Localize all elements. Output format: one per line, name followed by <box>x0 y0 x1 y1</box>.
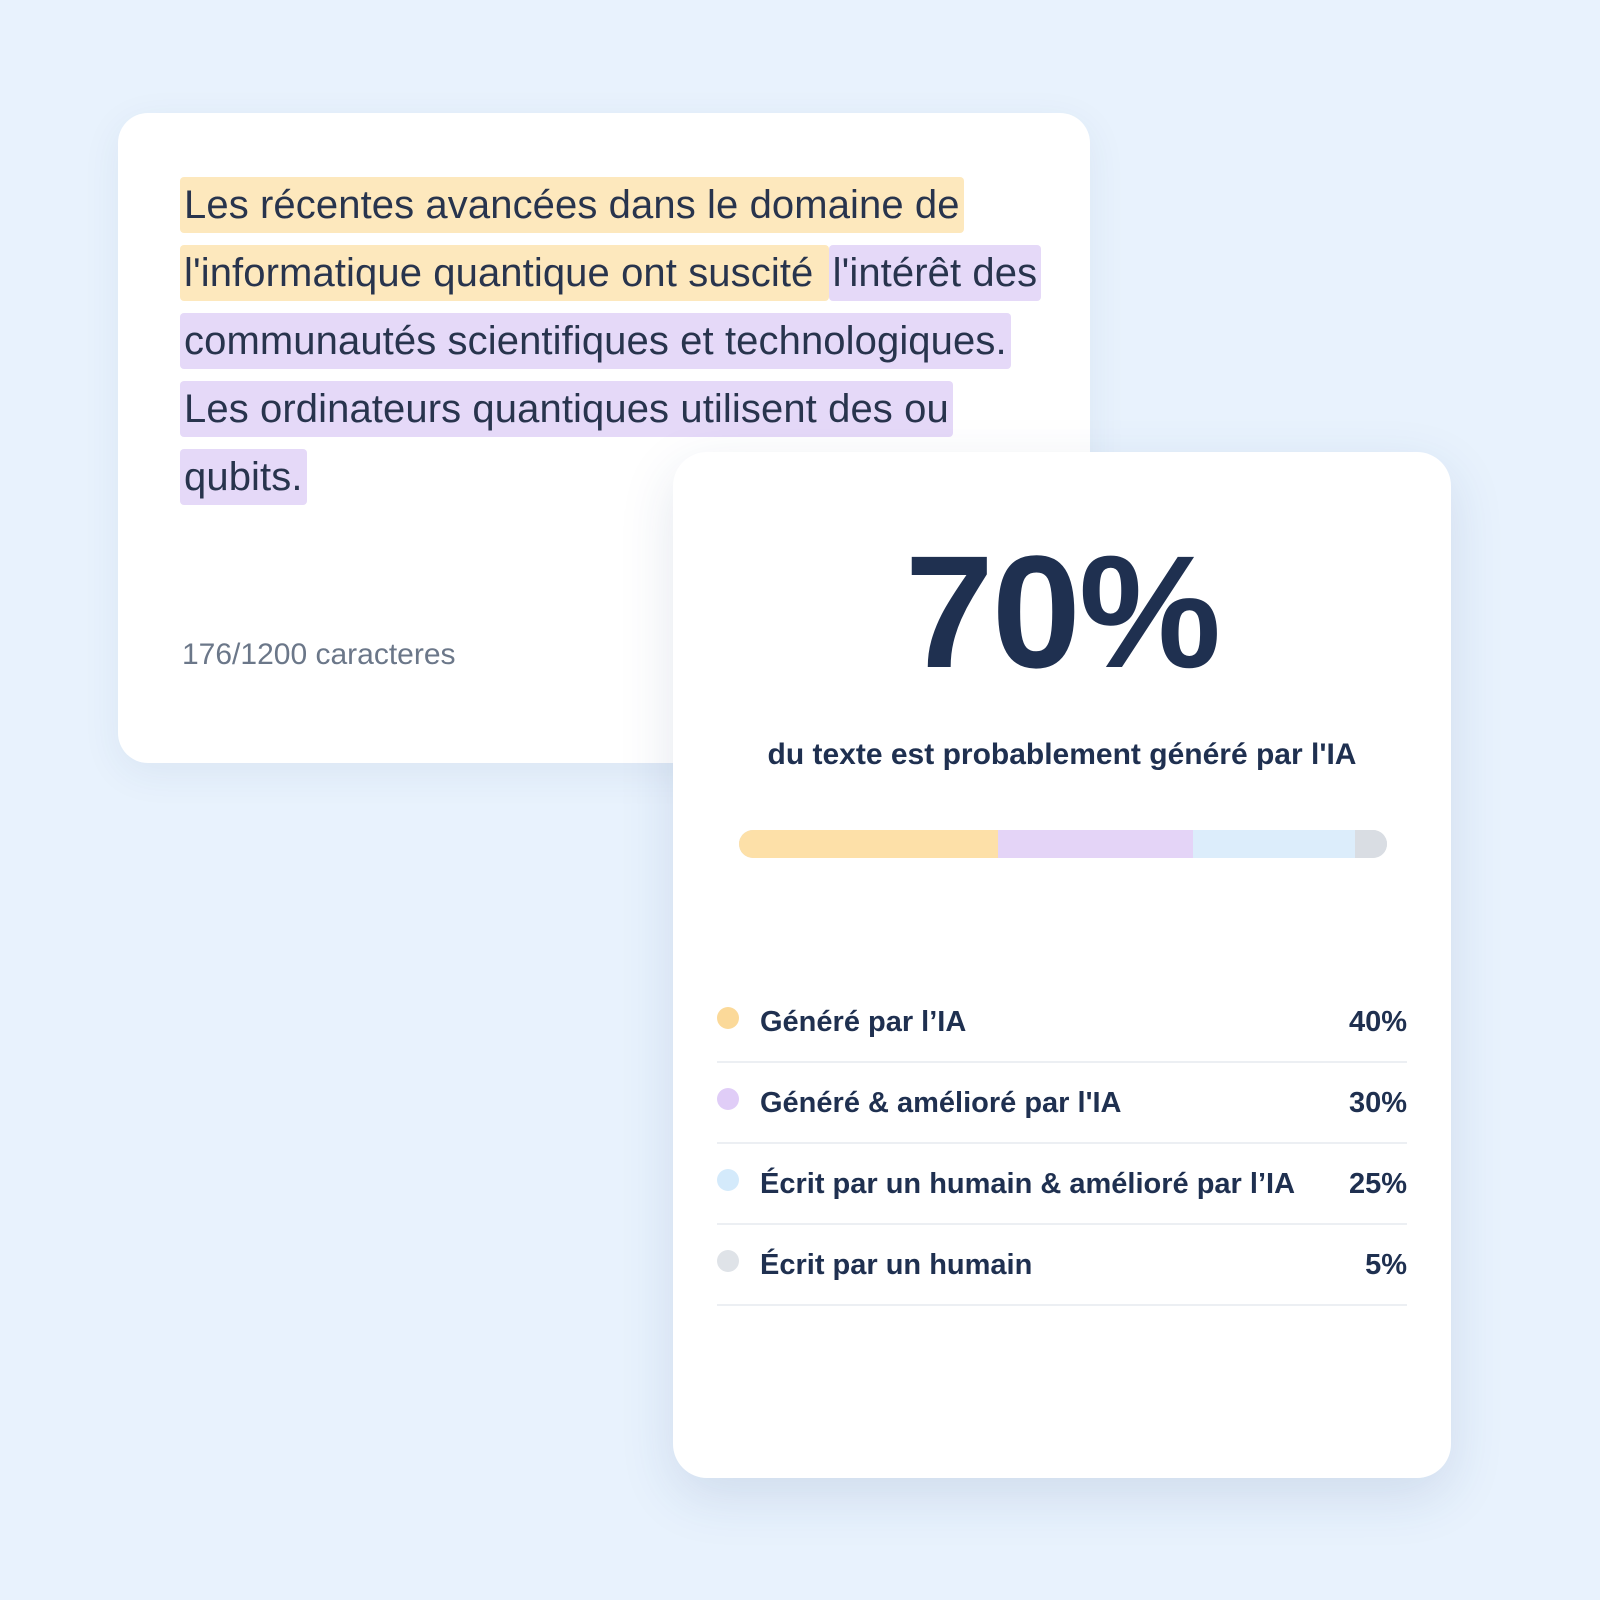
legend-value: 25% <box>1348 1168 1407 1200</box>
legend-row-ai-generated <box>717 982 1407 1063</box>
ai-score-value: 70% <box>904 522 1220 701</box>
legend-row-ai-improved <box>717 1063 1407 1144</box>
progress-segment-human <box>1355 830 1387 858</box>
legend-dot-icon <box>717 1169 739 1191</box>
legend-dot-icon <box>717 1250 739 1272</box>
legend-label: Généré & amélioré par l'IA <box>760 1087 1122 1119</box>
detection-result-card <box>673 452 1451 1478</box>
legend-label: Écrit par un humain & amélioré par l’IA <box>760 1168 1296 1200</box>
character-counter: 176/1200 caracteres <box>182 638 456 671</box>
progress-segment-ai-generated <box>739 830 998 858</box>
legend-row-human-improved <box>717 1144 1407 1225</box>
progress-segment-ai-improved <box>998 830 1192 858</box>
legend-label: Écrit par un humain <box>760 1249 1033 1281</box>
legend-label: Généré par l’IA <box>760 1006 967 1038</box>
progress-segment-human-improved <box>1193 830 1355 858</box>
legend-list <box>717 982 1407 1306</box>
legend-value: 30% <box>1348 1087 1407 1119</box>
distribution-progress-bar <box>739 830 1387 858</box>
legend-value: 5% <box>1365 1249 1407 1281</box>
legend-value: 40% <box>1348 1006 1407 1038</box>
text-segment-ai-improved: l'intérêt des communautés scientifiques et technologiques. Les ordinateurs quantiques utilisent des ou qubits. <box>180 245 1041 505</box>
ai-score-caption: du texte est probablement généré par l'IA <box>767 738 1357 771</box>
legend-dot-icon <box>717 1088 739 1110</box>
legend-row-human <box>717 1225 1407 1306</box>
legend-dot-icon <box>717 1007 739 1029</box>
text-segment-ai-generated: Les récentes avancées dans le domaine de l'informatique quantique ont suscité <box>180 177 964 301</box>
